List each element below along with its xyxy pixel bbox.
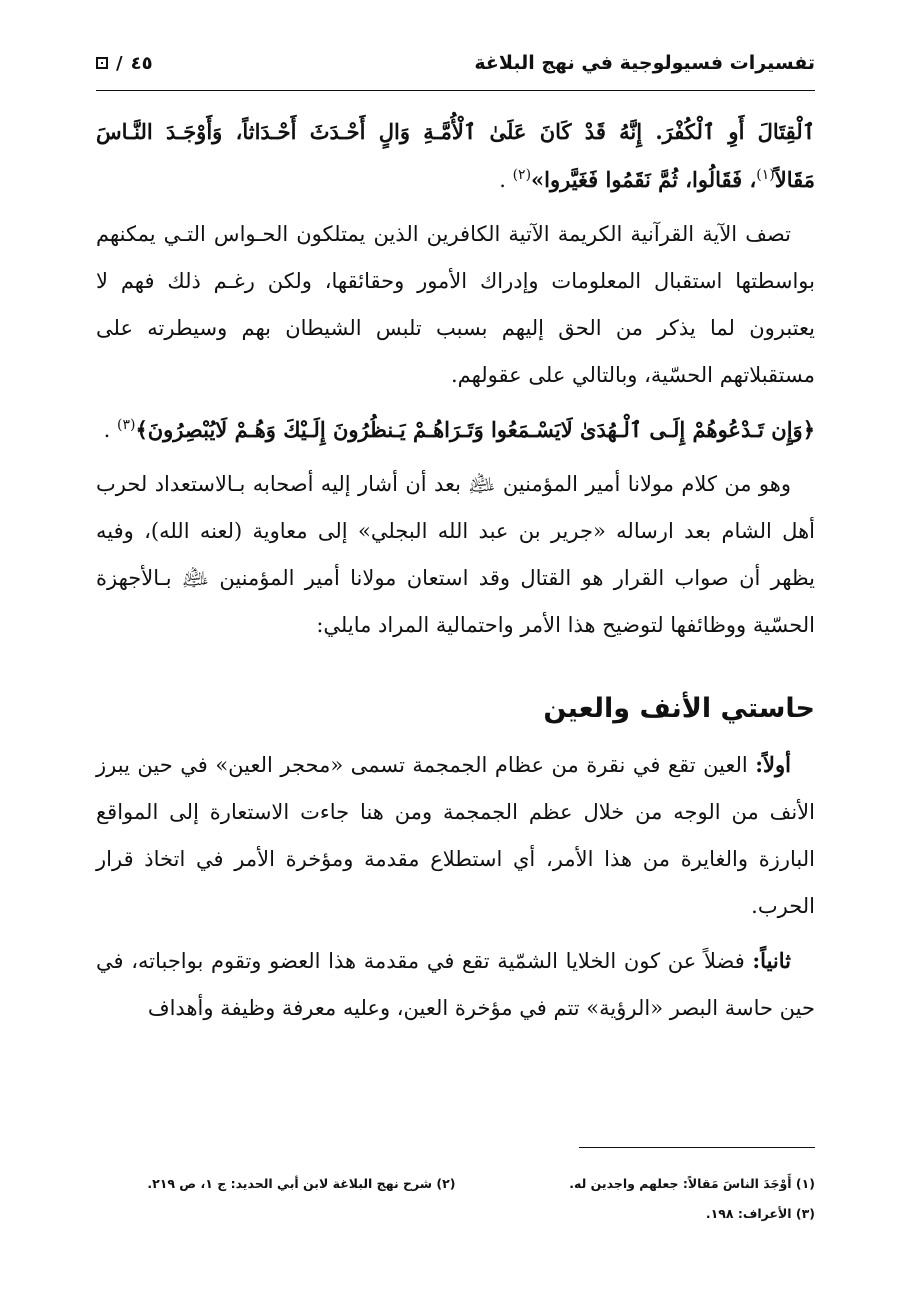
paragraph [96, 741, 815, 930]
footnote-marker-1: (١) [756, 167, 775, 183]
paragraph-lead: ثانياً: [752, 948, 791, 973]
paragraph-text: العين تقع في نقرة من عظام الجمجمة تسمى «محجر العين» في حين يبرز الأنف من الوجه من خلال عظم الجمجمة ومن هنا جاءت الاستعارة إلى المواقع البارزة والغايرة من هذا الأمر، أي استطلاع مقدمة ومؤخرة الأمر في اتخاذ قرار الحرب. [96, 753, 815, 918]
footnote-marker-2: (٢) [512, 167, 532, 183]
footnote-marker-3: (٣) [116, 417, 136, 433]
quote-text: ٱلْقِتَالَ أَوِ ٱلْكُفْرَ. إِنَّهُ قَدْ كَانَ عَلَىٰ ٱلْأُمَّـةِ وَالٍ أَحْـدَثَ أَحْـدَاثاً، وَأَوْجَـدَ النَّـاسَ مَقَالاً [96, 119, 815, 192]
quote-continuation: ، فَقَالُوا، ثُمَّ نَقَمُوا فَغَيَّروا» [531, 167, 757, 192]
paragraph-text: فضلاً عن كون الخلايا الشمّية تقع في مقدمة هذا العضو وتقوم بواجباته، في حين حاسة البصر «الرؤية» تتم في مؤخرة العين، وعليه معرفة وظيفة وأهداف [96, 949, 815, 1020]
page-separator: / [116, 52, 123, 74]
header-rule [96, 90, 815, 91]
footnote-row [96, 1168, 815, 1198]
quote-paragraph [96, 108, 815, 204]
paragraph-lead: أولاً: [755, 752, 791, 777]
page-number: ٤٥ [130, 52, 153, 74]
page-body [96, 108, 815, 1039]
footnote-rule [579, 1147, 815, 1148]
page-number-block [96, 53, 153, 74]
paragraph: وهو من كلام مولانا أمير المؤمنين ﵇ بعد أن أشار إليه أصحابه بـالاستعداد لحرب أهل الشام بعد ارساله «جرير بن عبد الله البجلي» إلى معاوية (لعنه الله)، وفيه يظهر أن صواب القرار هو القتال وقد استعان مولانا أمير المؤمنين ﵇ بـالأجهزة الحسّية ووظائفها لتوضيح هذا الأمر واحتمالية المراد مايلي: [96, 472, 815, 637]
quran-verse: ﴿وَإِن تَـدْعُوهُمْ إِلَـى ٱلْـهُدَىٰ لَايَسْـمَعُوا وَتَـرَاهُـمْ يَـنظُرُونَ إِلَـيْكَ وَهُـمْ لَايُبْصِرُونَ﴾ [135, 417, 815, 442]
footnote-1: (١) أَوْجَدَ الناسَ مَقالاً: جعلهم واجدين له. [569, 1175, 815, 1191]
paragraph: تصف الآية القرآنية الكريمة الآتية الكافرين الذين يمتلكون الحـواس التـي يمكنهم بواسطتها استقبال المعلومات وإدراك الأمور وحقائقها، ولكن رغـم ذلك فهم لا يعتبرون لما يذكر من الحق إليهم بسبب تلبس الشيطان بهم وسيطرته على مستقبلاتهم الحسّية، وبالتالي على عقولهم. [96, 222, 815, 387]
verse-end: . [103, 418, 111, 442]
page-header [96, 44, 815, 82]
section-heading: حاستي الأنف والعين [543, 693, 815, 724]
footnote-3: (٣) الأعراف: ١٩٨. [705, 1205, 815, 1221]
verse-paragraph [96, 406, 815, 454]
footnotes [96, 1168, 815, 1228]
paragraph [96, 937, 815, 1032]
footnote-row [96, 1198, 815, 1228]
quote-end: . [499, 168, 506, 192]
running-title: تفسيرات فسيولوجية في نهج البلاغة [474, 52, 815, 74]
footnote-2: (٢) شرح نهج البلاغة لابن أبي الحديد: ج ١، ص ٢١٩. [147, 1175, 456, 1191]
book-icon [96, 57, 108, 69]
